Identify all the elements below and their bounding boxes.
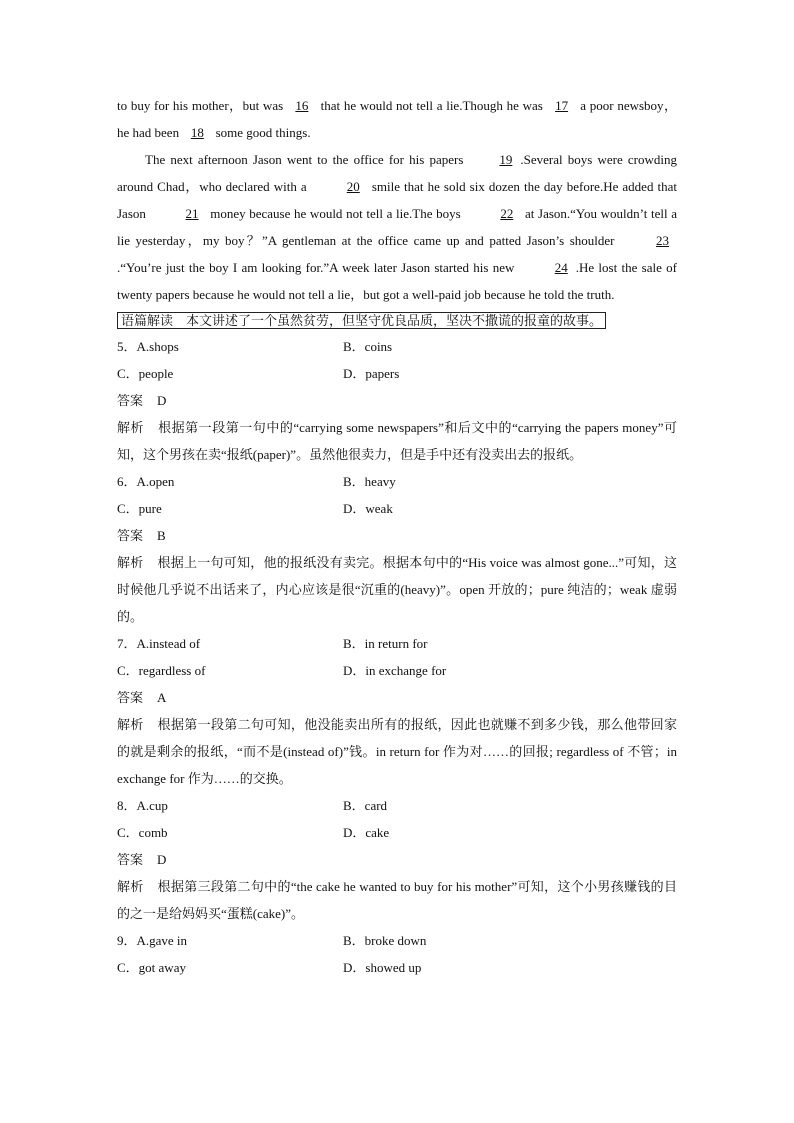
passage-text: to buy for his mother，but was <box>117 98 284 113</box>
passage-text: .Several boys were crowding around Chad，who declared with a <box>117 152 677 194</box>
passage-text: some good things. <box>215 125 311 140</box>
passage-text: .“You’re just the boy I am looking for.”A week later Jason started his new <box>117 260 515 275</box>
answer-8 <box>117 846 677 873</box>
option-9a: 9．A.gave in <box>117 933 188 948</box>
analysis-text: 根据第一段第一句中的“carrying some newspapers”和后文中的“carrying the papers money”可知，这个男孩在卖“报纸(paper)”。虽然他很卖力，但是手中还有没卖出去的报纸。 <box>117 420 677 462</box>
option-7b: B．in return for <box>343 636 428 651</box>
answer-5 <box>117 387 677 414</box>
analysis-label: 解析 <box>117 717 144 732</box>
passage-text: smile that he sold six dozen the day before.He added that Jason <box>117 179 677 221</box>
question-9-options-row-1 <box>117 927 677 954</box>
blank-23: 23 <box>656 233 669 248</box>
analysis-label: 解析 <box>117 555 144 570</box>
analysis-text: 根据第一段第二句可知，他没能卖出所有的报纸，因此也就赚不到多少钱，那么他带回家的就是剩余的报纸，“而不是(instead of)”钱。in return for 作为对……的回报; regardless of 不管；in exchange for 作为……的交换。 <box>117 717 677 786</box>
option-7a: 7．A.instead of <box>117 636 201 651</box>
analysis-text: 根据上一句可知，他的报纸没有卖完。根据本句中的“His voice was almost gone...”可知，这时候他几乎说不出话来了，内心应该是很“沉重的(heavy)”。open 开放的；pure 纯洁的；weak 虚弱的。 <box>117 555 677 624</box>
analysis-label: 解析 <box>117 879 144 894</box>
blank-20: 20 <box>346 179 360 194</box>
answer-label: 答案 <box>117 528 144 543</box>
answer-7 <box>117 684 677 711</box>
option-6b: B．heavy <box>343 474 396 489</box>
blank-24: 24 <box>554 260 568 275</box>
option-6d: D．weak <box>343 501 393 516</box>
option-9b: B．broke down <box>343 933 427 948</box>
passage-text: at Jason.“You wouldn’t tell a lie yesterday，my boy？”A gentleman at the office came up and patted Jason’s shoulder <box>117 206 678 248</box>
option-6c: C．pure <box>117 501 162 516</box>
option-8c: C．comb <box>117 825 168 840</box>
question-6-options-row-1 <box>117 468 677 495</box>
passage-text: The next afternoon Jason went to the office for his papers <box>145 152 464 167</box>
option-5a: 5．A.shops <box>117 339 179 354</box>
passage-text: a poor newsboy，he had been <box>117 98 678 140</box>
question-8-options-row-1 <box>117 792 677 819</box>
analysis-6 <box>117 549 677 630</box>
answer-label: 答案 <box>117 690 144 705</box>
document-page <box>117 92 677 981</box>
option-7c: C．regardless of <box>117 663 206 678</box>
answer-label: 答案 <box>117 393 144 408</box>
question-8-options-row-2 <box>117 819 677 846</box>
answer-label: 答案 <box>117 852 144 867</box>
answer-6 <box>117 522 677 549</box>
blank-22: 22 <box>500 206 514 221</box>
question-7-options-row-2 <box>117 657 677 684</box>
analysis-text: 根据第三段第二句中的“the cake he wanted to buy for his mother”可知，这个小男孩赚钱的目的之一是给妈妈买“蛋糕(cake)”。 <box>117 879 677 921</box>
option-8a: 8．A.cup <box>117 798 168 813</box>
blank-18: 18 <box>190 125 204 140</box>
question-9-options-row-2 <box>117 954 677 981</box>
option-5c: C．people <box>117 366 174 381</box>
blank-17: 17 <box>555 98 569 113</box>
option-8b: B．card <box>343 798 388 813</box>
answer-value: D <box>157 393 167 408</box>
passage-text: that he would not tell a lie.Though he was <box>320 98 543 113</box>
answer-value: D <box>157 852 167 867</box>
option-6a: 6．A.open <box>117 474 175 489</box>
passage-paragraph-2 <box>117 146 677 308</box>
question-5-options-row-2 <box>117 360 677 387</box>
analysis-5 <box>117 414 677 468</box>
question-7-options-row-1 <box>117 630 677 657</box>
passage-paragraph-1 <box>117 92 677 146</box>
question-6-options-row-2 <box>117 495 677 522</box>
answer-value: A <box>157 690 167 705</box>
analysis-7 <box>117 711 677 792</box>
analysis-label: 解析 <box>117 420 145 435</box>
passage-text: .He lost the sale of twenty papers because he would not tell a lie，but got a well-paid job because he told the truth. <box>117 260 678 302</box>
option-7d: D．in exchange for <box>343 663 447 678</box>
answer-value: B <box>157 528 166 543</box>
option-9d: D．showed up <box>343 960 422 975</box>
blank-21: 21 <box>185 206 199 221</box>
analysis-8 <box>117 873 677 927</box>
passage-summary-box: 语篇解读 本文讲述了一个虽然贫劳，但坚守优良品质，坚决不撒谎的报童的故事。 <box>117 312 606 329</box>
blank-16: 16 <box>295 98 309 113</box>
question-5-options-row-1 <box>117 333 677 360</box>
option-5d: D．papers <box>343 366 400 381</box>
option-5b: B．coins <box>343 339 393 354</box>
option-9c: C．got away <box>117 960 186 975</box>
passage-text: money because he would not tell a lie.The boys <box>210 206 461 221</box>
blank-19: 19 <box>499 152 513 167</box>
option-8d: D．cake <box>343 825 390 840</box>
